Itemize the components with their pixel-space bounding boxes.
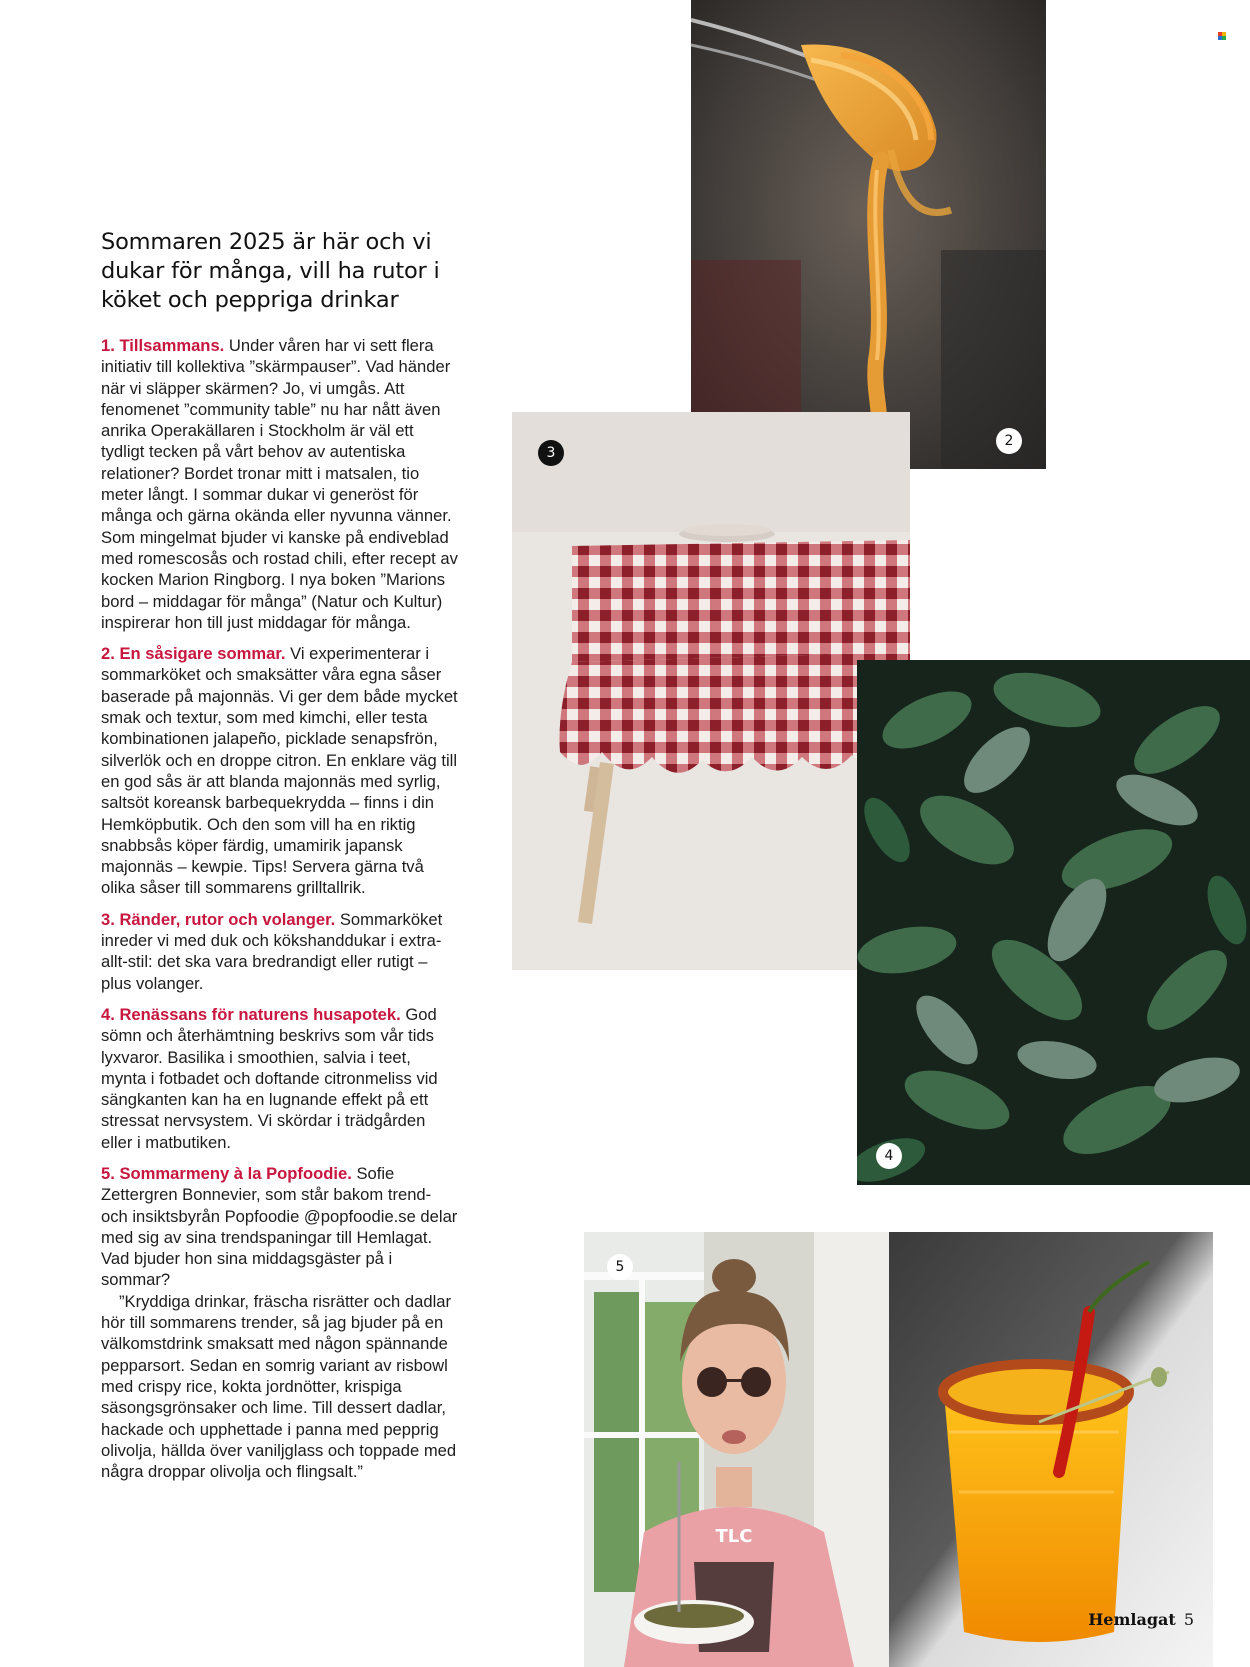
photo-herbs bbox=[857, 660, 1250, 1185]
section-1-text: Under våren har vi sett flera initiativ till kollektiva ”skärmpauser”. Vad händer när vi släpper skärmen? Jo, vi umgås. Att fenomenet ”community table” nu har nått även anrika Operakällaren i Stockholm är väl ett tydligt tecken på vårt behov av autentiska relationer? Bordet tronar mitt i matsalen, tio meter långt. I sommar dukar vi generöst för många och gärna okända eller nyvunna vänner. Som mingelmat bjuder vi kanske på endiveblad med romescosås och rostad chili, efter recept av kocken Marion Ringborg. I nya boken ”Marions bord – middagar för många” (Natur och Kultur) inspirerar hon till just middagar för många. bbox=[101, 336, 458, 632]
section-3 bbox=[101, 909, 459, 994]
photo-badge-3: 3 bbox=[538, 440, 564, 466]
section-4 bbox=[101, 1004, 459, 1153]
section-5-lead: 5. Sommarmeny à la Popfoodie. bbox=[101, 1163, 352, 1183]
section-5-quote: ”Kryddiga drinkar, fräscha risrätter och dadlar hör till sommarens trender, så jag bjuder på en välkomstdrink smaksatt med någon spännande pepparsort. Sedan en somrig variant av risbowl med crispy rice, kokta jordnötter, krispiga säsongsgrönsaker och lime. Till dessert dadlar, hackade och upphettade i panna med pepprig olivolja, hällda över vaniljglass och toppade med några droppar olivolja och flingsalt.” bbox=[101, 1291, 457, 1482]
section-4-text: God sömn och återhämtning beskrivs som vår tids lyxvaror. Basilika i smoothien, salvia i teet, mynta i fotbadet och doftande citronmeliss vid sängkanten kan ha en lugnande effekt på ett stressat nervsystem. Vi skördar i trädgården eller i matbutiken. bbox=[101, 1004, 438, 1152]
photo-whisk-sauce bbox=[691, 0, 1046, 469]
section-4-lead: 4. Renässans för naturens husapotek. bbox=[101, 1004, 401, 1024]
photo-spicy-drink bbox=[889, 1232, 1213, 1667]
section-3-lead: 3. Ränder, rutor och volanger. bbox=[101, 909, 336, 929]
article-column bbox=[101, 228, 459, 1492]
section-5-text: Sofie Zettergren Bonnevier, som står bakom trend- och insiktsbyrån Popfoodie @popfoodie.se delar med sig av sina trendspaningar till Hemlagat. Vad bjuder hon sina middagsgäster på i sommar? bbox=[101, 1163, 458, 1290]
section-1 bbox=[101, 335, 459, 633]
photo-badge-2: 2 bbox=[996, 428, 1022, 454]
photo-gingham-table bbox=[512, 412, 910, 970]
photo-badge-5: 5 bbox=[607, 1254, 633, 1280]
page-number: 5 bbox=[1183, 1610, 1194, 1629]
page-footer bbox=[1088, 1610, 1194, 1629]
section-2-lead: 2. En såsigare sommar. bbox=[101, 644, 286, 664]
magazine-name: Hemlagat bbox=[1088, 1610, 1176, 1629]
section-3-text: Sommarköket inreder vi med duk och kökshanddukar i extra-allt-stil: det ska vara bredrandigt eller rutigt – plus volanger. bbox=[101, 909, 443, 993]
photo-badge-4: 4 bbox=[876, 1143, 902, 1169]
shirt-text: TLC bbox=[715, 1526, 753, 1547]
section-2 bbox=[101, 643, 459, 899]
section-5 bbox=[101, 1163, 459, 1482]
page-title: Sommaren 2025 är här och vi dukar för många, vill ha rutor i köket och peppriga drinkar bbox=[101, 229, 440, 313]
section-2-text: Vi experimenterar i sommarköket och smaksätter våra egna såser baserade på majonnäs. Vi ger dem både mycket smak och textur, som med kimchi, eller testa kombinationen jalapeño, picklade senapsfrön, silverlök och en droppe citron. En enklare väg till en god sås är att blanda majonnäs med syrlig, saltsöt koreansk barbequekrydda – finns i din Hemköpbutik. Och den som vill ha en riktig snabbsås köper färdig, umamirik japansk majonnäs – kewpie. Tips! Servera gärna två olika såser till sommarens grilltallrik. bbox=[101, 644, 458, 898]
section-1-lead: 1. Tillsammans. bbox=[101, 336, 225, 355]
color-mark-icon bbox=[1218, 32, 1226, 40]
photo-portrait bbox=[584, 1232, 889, 1667]
